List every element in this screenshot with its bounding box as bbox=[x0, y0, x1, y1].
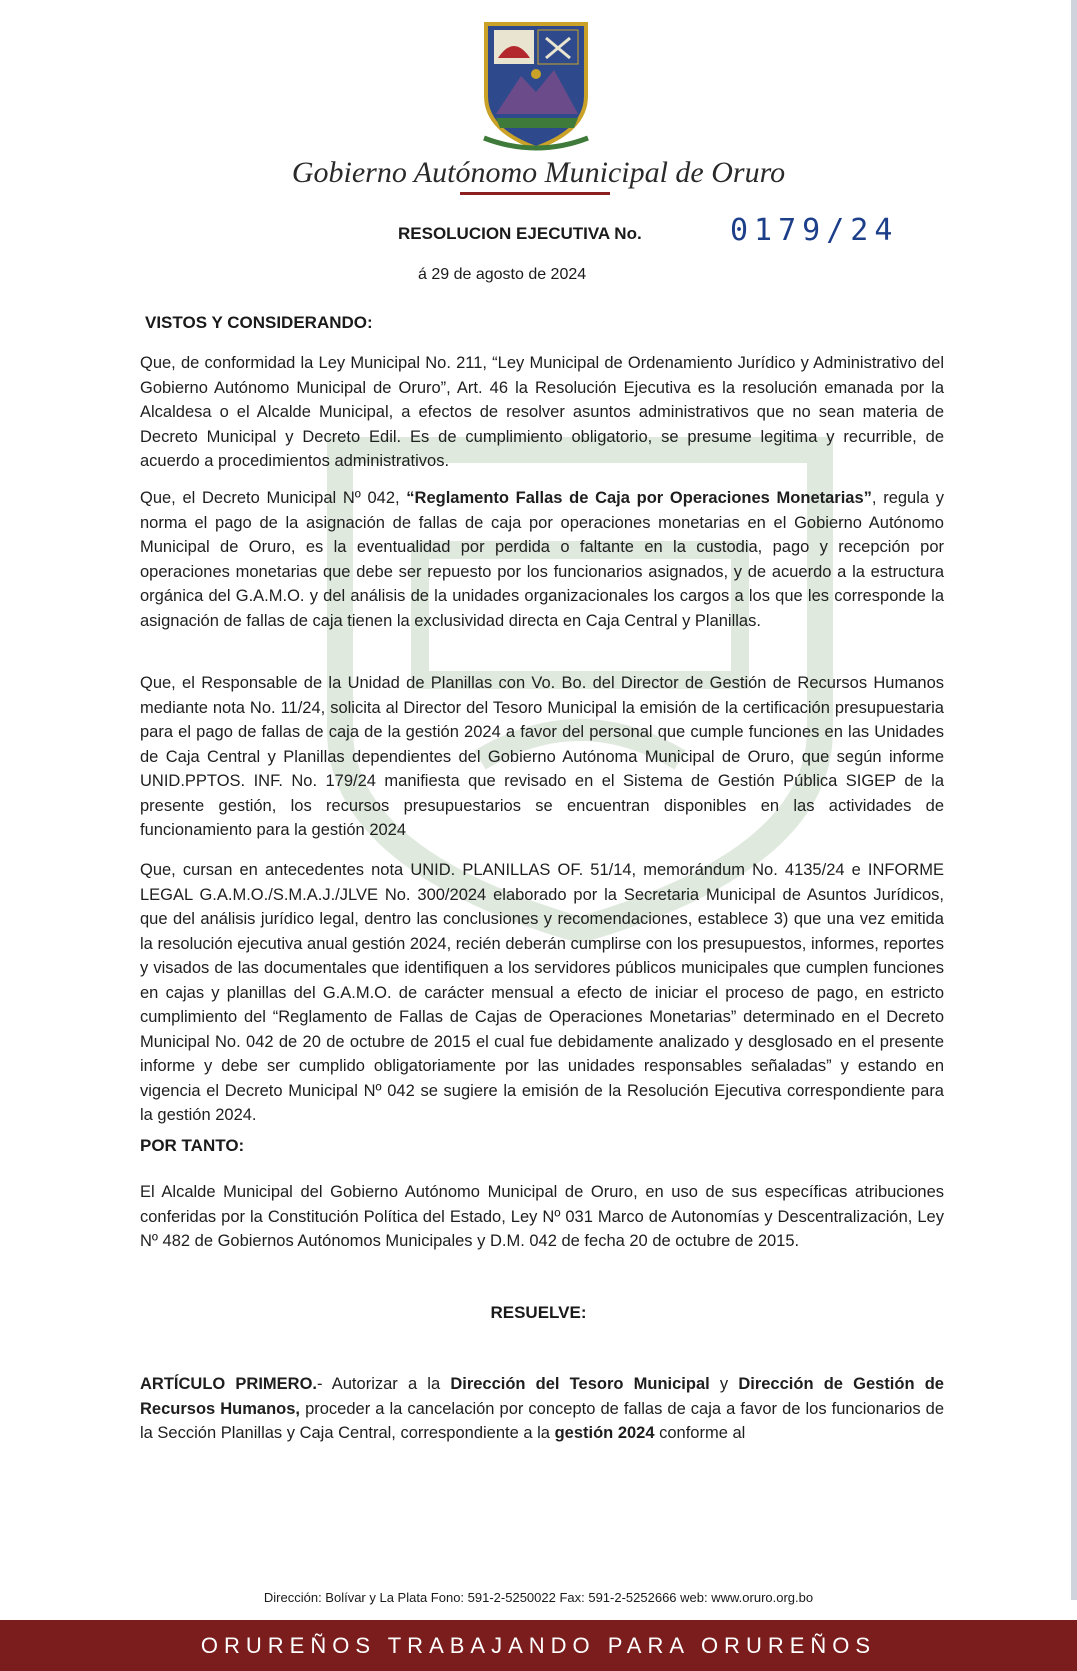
paragraph-por-tanto: El Alcalde Municipal del Gobierno Autónomo Municipal de Oruro, en uso de sus específicas atribuciones conferidas por la Constitución Política del Estado, Ley Nº 031 Marco de Autonomías y Descentralización, Ley Nº 482 de Gobiernos Autónomos Municipales y D.M. 042 de fecha 20 de octubre de 2015. bbox=[140, 1183, 944, 1250]
article-primero bbox=[140, 1372, 944, 1446]
article-part: - Autorizar a la bbox=[317, 1375, 451, 1393]
article-part-bold: Dirección del Tesoro Municipal bbox=[450, 1375, 710, 1393]
article-part: y bbox=[709, 1375, 739, 1393]
article-part: proceder a la cancelación por concepto de fallas de caja a favor de los funcionarios de la Sección Planillas y Caja Central, correspondiente a la bbox=[140, 1399, 944, 1442]
paragraph-2 bbox=[140, 486, 944, 633]
article-part-bold: Dirección de Gestión de Recursos Humanos, bbox=[140, 1375, 944, 1418]
paragraph-2-after: , regula y norma el pago de la asignación de fallas de caja por operaciones monetarias en el Gobierno Autónomo Municipal de Oruro, es la eventualidad por perdida o faltante en la custodia, pago y recepción por operaciones monetarias que debe ser repuesto por los funcionarios asignados, y de acuerdo a la estructura orgánica del G.A.M.O. y del análisis de la unidades organizacionales los cargos a los que les corresponde la asignación de fallas de caja tienen la exclusividad directa en Caja Central y Planillas. bbox=[140, 489, 945, 630]
paragraph-3: Que, el Responsable de la Unidad de Planillas con Vo. Bo. del Director de Gestión de Recursos Humanos mediante nota No. 11/24, solicita al Director del Tesoro Municipal la emisión de la certificación presupuestaria para el pago de fallas de caja de la gestión 2024 a favor del personal que cumple funciones en las Unidades de Caja Central y Planillas dependientes del Gobierno Autónoma Municipal de Oruro, que según informe UNID.PPTOS. INF. No. 179/24 manifiesta que revisado en el Sistema de Gestión Pública SIGEP de la presente gestión, los recursos presupuestarios se encuentran disponibles en las actividades de funcionamiento para la gestión 2024 bbox=[140, 674, 944, 839]
heading-vistos: VISTOS Y CONSIDERANDO: bbox=[145, 313, 373, 332]
article-part: conforme al bbox=[654, 1424, 746, 1442]
government-name: Gobierno Autónomo Municipal de Oruro bbox=[291, 156, 786, 189]
article-part-bold: gestión 2024 bbox=[554, 1424, 655, 1442]
paragraph-1: Que, de conformidad la Ley Municipal No. 211, “Ley Municipal de Ordenamiento Jurídico y Administrativo del Gobierno Autónomo Municipal de Oruro”, Art. 46 la Resolución Ejecutiva es la resolución emanada por la Alcaldesa o el Alcalde Municipal, a efectos de resolver asuntos administrativos que no sean materia de Decreto Municipal y Decreto Edil. Es de cumplimiento obligatorio, se presume legitima y recurrible, de acuerdo a procedimientos administrativos. bbox=[140, 354, 944, 470]
government-name-underline bbox=[460, 192, 610, 195]
resolution-number: 0179/24 bbox=[730, 213, 899, 248]
resolution-label: RESOLUCION EJECUTIVA No. bbox=[398, 224, 642, 243]
footer-slogan-bar bbox=[0, 1620, 1077, 1671]
resolution-date: á 29 de agosto de 2024 bbox=[418, 266, 587, 283]
municipal-crest-icon bbox=[476, 18, 596, 154]
footer-contact: Dirección: Bolívar y La Plata Fono: 591-2-5250022 Fax: 591-2-5252666 web: www.oruro.org.bo bbox=[263, 1590, 814, 1605]
scan-edge bbox=[1071, 0, 1077, 1600]
heading-por-tanto: POR TANTO: bbox=[140, 1136, 245, 1155]
heading-resuelve: RESUELVE: bbox=[490, 1303, 587, 1322]
paragraph-4: Que, cursan en antecedentes nota UNID. PLANILLAS OF. 51/14, memorándum No. 4135/24 e INFORME LEGAL G.A.M.O./S.M.A.J./JLVE No. 300/2024 elaborado por la Secretaria Municipal de Asuntos Jurídicos, que del análisis jurídico legal, dentro las conclusiones y recomendaciones, establece 3) que una vez emitida la resolución ejecutiva anual gestión 2024, recién deberán cumplirse con los presupuestos, informes, reportes y visados de las documentales que identifiquen a los servidores públicos municipales que cumplen funciones en cajas y planillas del G.A.M.O. de carácter mensual a efecto de iniciar el proceso de pago, en estricto cumplimiento del “Reglamento de Fallas de Cajas de Operaciones Monetarias” determinado en el Decreto Municipal No. 042 de 20 de octubre de 2015 el cual fue debidamente analizado y desglosado en el presente informe y debe ser cumplido obligatoriamente por las unidades responsables señaladas” y estando en vigencia el Decreto Municipal Nº 042 se sugiere la emisión de la Resolución Ejecutiva correspondiente para la gestión 2024. bbox=[140, 861, 944, 1124]
paragraph-2-bold: “Reglamento Fallas de Caja por Operaciones Monetarias” bbox=[406, 489, 872, 507]
footer-slogan: ORUREÑOS TRABAJANDO PARA ORUREÑOS bbox=[200, 1633, 877, 1658]
article-label: ARTÍCULO PRIMERO. bbox=[140, 1375, 317, 1393]
paragraph-2-before: Que, el Decreto Municipal Nº 042, bbox=[140, 489, 407, 507]
